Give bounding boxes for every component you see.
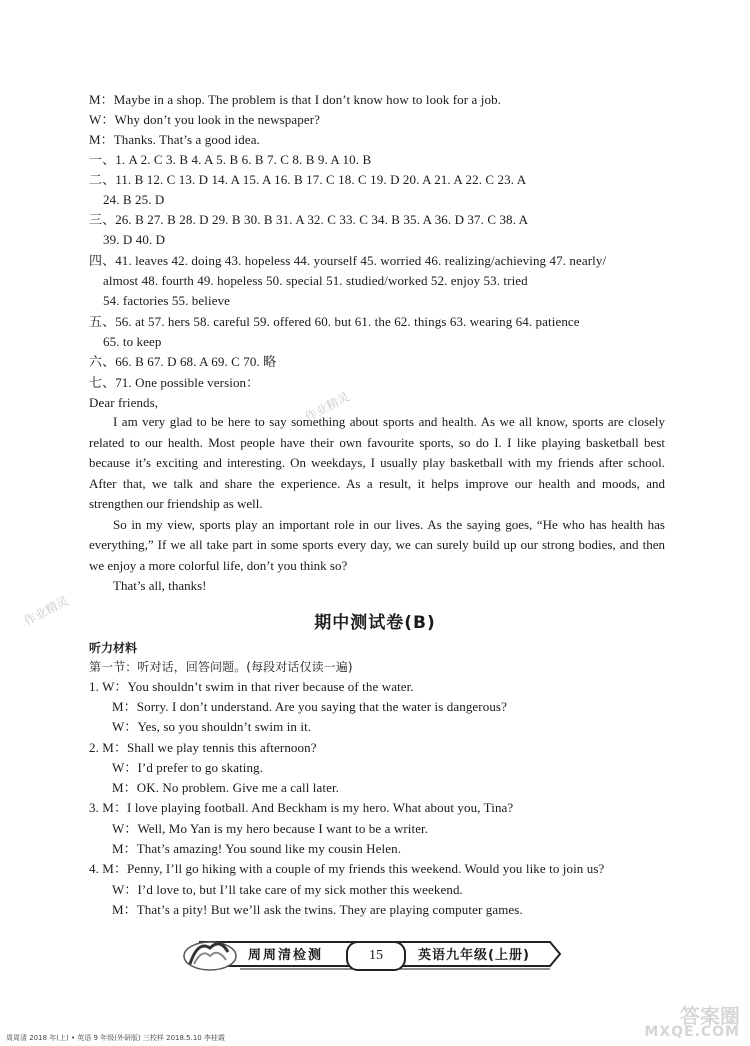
answer-line: 二、11. B 12. C 13. D 14. A 15. A 16. B 17. C 18. C 19. D 20. A 21. A 22. C 23. A [89,172,527,187]
answer-line: 七、71. One possible version： [89,375,260,390]
essay-body [89,412,665,597]
listening-heading: 听力材料 [89,641,138,655]
essay-paragraph: That’s all, thanks! [113,578,207,593]
essay-greeting: Dear friends, [89,395,159,410]
dialogue-line: M：That’s a pity! But we’ll ask the twins. They are playing computer games. [112,902,523,917]
site-stamp: 答案圈 [680,1004,740,1028]
answer-line: 39. D 40. D [103,232,166,247]
dialogue-line: M：That’s amazing! You sound like my cousin Helen. [112,841,402,856]
dialogue-line: 3. M：I love playing football. And Beckham is my hero. What about you, Tina? [89,800,514,815]
dialogue-line: W：Yes, so you shouldn’t swim in it. [112,719,312,734]
answer-line: 24. B 25. D [103,192,165,207]
dialogue-line: 1. W：You shouldn’t swim in that river because of the water. [89,679,414,694]
answer-line: 四、41. leaves 42. doing 43. hopeless 44. yourself 45. worried 46. realizing/achieving 47. nearly/ [89,253,607,268]
brand-logo-icon [180,934,240,974]
answer-line: 一、1. A 2. C 3. B 4. A 5. B 6. B 7. C 8. B 9. A 10. B [89,152,372,167]
section-title: 期中测试卷(B) [314,613,436,633]
dialogue-line: M：OK. No problem. Give me a call later. [112,780,340,795]
answer-line: 六、66. B 67. D 68. A 69. C 70. 略 [89,354,277,369]
watermark: 作业精灵 [21,593,71,629]
answer-line: 五、56. at 57. hers 58. careful 59. offered 60. but 61. the 62. things 63. wearing 64. patience [89,314,580,329]
dialogue-line: 4. M：Penny, I’ll go hiking with a couple of my friends this weekend. Would you like to join us? [89,861,605,876]
site-stamp-url: MXQE.COM [644,1024,740,1040]
dialogue-line: M：Sorry. I don’t understand. Are you saying that the water is dangerous? [112,699,507,714]
answer-line: 三、26. B 27. B 28. D 29. B 30. B 31. A 32. C 33. C 34. B 35. A 36. D 37. C 38. A [89,212,529,227]
watermark: 作业精灵 [302,389,352,425]
footer-book-title: 英语九年级(上册) [418,948,530,963]
essay-paragraph: So in my view, sports play an important role in our lives. As the saying goes, “He who has health has everything,” If we all take part in some sports every day, we can surely build up our strong bodies, and then we enjoy a more colorful life, don’t you think so? [89,516,665,573]
answer-line: 54. factories 55. believe [103,293,231,308]
page-number: 15 [346,941,406,971]
answer-line: 65. to keep [103,334,162,349]
listening-intro: 第一节：听对话，回答问题。(每段对话仅读一遍) [89,660,353,674]
footer-series-name: 周周清检测 [248,948,324,963]
answer-line: almost 48. fourth 49. hopeless 50. special 51. studied/worked 52. enjoy 53. tried [103,273,528,288]
dialogue-line: M：Maybe in a shop. The problem is that I don’t know how to look for a job. [89,92,502,107]
essay-paragraph: I am very glad to be here to say something about sports and health. As we all know, sports are closely related to our health. Most people have their own favourite sports, so do I. I like playing basketball best because it’s exciting and interesting. On weekdays, I usually play basketball with my friends after school. After that, we talk and share the experience. As a result, it helps improve our health and moods, and strengthen our friendship as well. [89,414,665,511]
dialogue-line: W：I’d love to, but I’ll take care of my sick mother this weekend. [112,882,463,897]
print-imprint: 周周清 2018 年(上) • 英语 9 年级(外研版) 三校样 2018.5.10 李桂霞 [6,1034,225,1042]
dialogue-line: W：Well, Mo Yan is my hero because I want to be a writer. [112,821,429,836]
dialogue-line: M：Thanks. That’s a good idea. [89,132,260,147]
dialogue-line: 2. M：Shall we play tennis this afternoon? [89,740,317,755]
dialogue-line: W：Why don’t you look in the newspaper? [89,112,321,127]
dialogue-line: W：I’d prefer to go skating. [112,760,264,775]
